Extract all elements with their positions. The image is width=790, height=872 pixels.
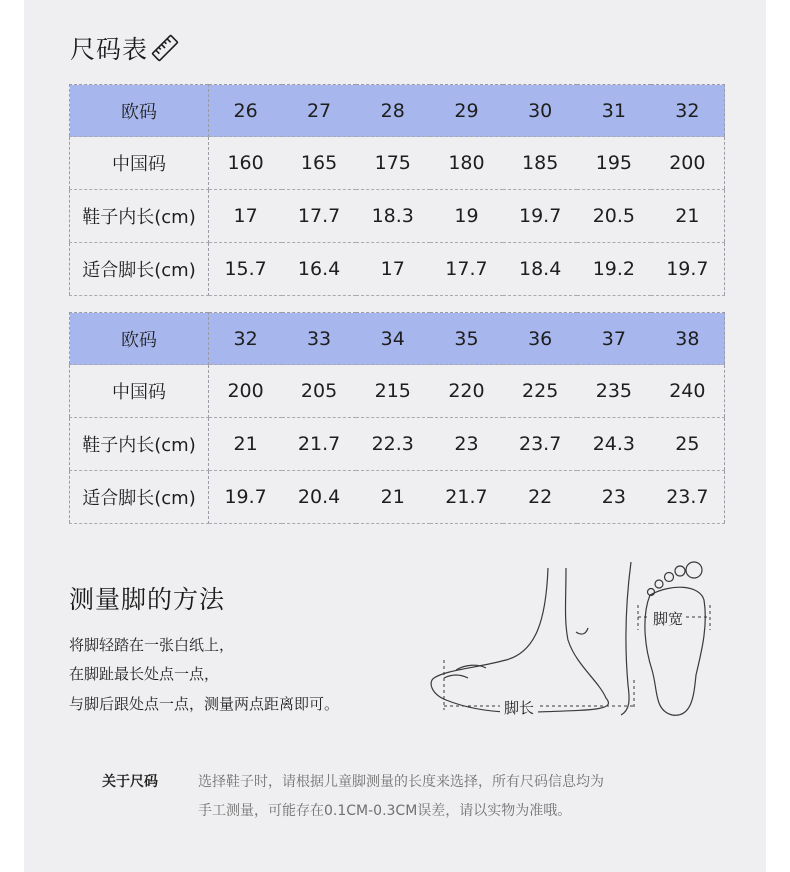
measure-title: 测量脚的方法 [69,585,226,614]
table-cell: 15.7 [209,243,283,296]
foot-width-label: 脚宽 [650,608,686,629]
row-label: 中国码 [70,137,209,190]
table-row [70,471,725,524]
table-cell: 16.4 [282,243,356,296]
table-cell: 37 [577,313,651,365]
table-cell: 23 [577,471,651,524]
table-header-row [70,313,725,365]
table-cell: 17.7 [282,190,356,243]
ruler-icon [151,34,179,62]
page-title: 尺码表 [70,35,149,64]
table-row [70,137,725,190]
size-table-2 [69,312,725,524]
table-header-row [70,85,725,137]
table-cell: 225 [503,365,577,418]
table-row [70,418,725,471]
table-cell: 19.7 [209,471,283,524]
row-label: 适合脚长(cm) [70,471,209,524]
table-cell: 21.7 [430,471,504,524]
table-cell: 23.7 [503,418,577,471]
table-cell: 19.7 [651,243,725,296]
measure-step-3: 与脚后跟处点一点，测量两点距离即可。 [69,695,340,713]
foot-length-label: 脚长 [500,697,538,718]
size-chart-panel [24,0,766,872]
row-label: 欧码 [70,85,209,137]
table-cell: 24.3 [577,418,651,471]
table-cell: 17 [209,190,283,243]
title-row [70,30,179,66]
table-cell: 18.4 [503,243,577,296]
table-cell: 195 [577,137,651,190]
measure-step-2: 在脚趾最长处点一点， [69,665,220,683]
table-cell: 23 [430,418,504,471]
table-cell: 19 [430,190,504,243]
table-cell: 17.7 [430,243,504,296]
table-cell: 32 [651,85,725,137]
measure-step-1: 将脚轻踏在一张白纸上， [69,636,235,654]
table-cell: 220 [430,365,504,418]
table-cell: 185 [503,137,577,190]
table-cell: 35 [430,313,504,365]
table-cell: 31 [577,85,651,137]
table-cell: 19.7 [503,190,577,243]
table-cell: 30 [503,85,577,137]
table-cell: 20.4 [282,471,356,524]
table-cell: 36 [503,313,577,365]
table-cell: 240 [651,365,725,418]
table-cell: 200 [651,137,725,190]
table-cell: 21 [209,418,283,471]
table-cell: 200 [209,365,283,418]
table-cell: 22.3 [356,418,430,471]
size-table-1 [69,84,725,296]
table-cell: 21 [651,190,725,243]
table-cell: 32 [209,313,283,365]
table-row [70,365,725,418]
table-cell: 22 [503,471,577,524]
table-cell: 38 [651,313,725,365]
table-cell: 21 [356,471,430,524]
table-cell: 17 [356,243,430,296]
about-heading: 关于尺码 [102,774,158,790]
table-row [70,190,725,243]
row-label: 中国码 [70,365,209,418]
table-cell: 235 [577,365,651,418]
table-cell: 26 [209,85,283,137]
table-cell: 215 [356,365,430,418]
table-cell: 28 [356,85,430,137]
about-line-1: 选择鞋子时，请根据儿童脚测量的长度来选择，所有尺码信息均为 [198,774,604,790]
table-cell: 23.7 [651,471,725,524]
table-cell: 160 [209,137,283,190]
table-row [70,243,725,296]
table-cell: 33 [282,313,356,365]
table-cell: 27 [282,85,356,137]
table-cell: 19.2 [577,243,651,296]
about-line-2: 手工测量，可能存在0.1CM-0.3CM误差，请以实物为准哦。 [198,803,572,819]
table-cell: 165 [282,137,356,190]
row-label: 鞋子内长(cm) [70,190,209,243]
table-cell: 34 [356,313,430,365]
table-cell: 20.5 [577,190,651,243]
row-label: 鞋子内长(cm) [70,418,209,471]
foot-sole-illustration [632,555,712,720]
row-label: 适合脚长(cm) [70,243,209,296]
row-label: 欧码 [70,313,209,365]
table-cell: 25 [651,418,725,471]
table-cell: 205 [282,365,356,418]
table-cell: 18.3 [356,190,430,243]
table-cell: 175 [356,137,430,190]
table-cell: 29 [430,85,504,137]
table-cell: 180 [430,137,504,190]
foot-side-illustration [416,560,641,720]
table-cell: 21.7 [282,418,356,471]
